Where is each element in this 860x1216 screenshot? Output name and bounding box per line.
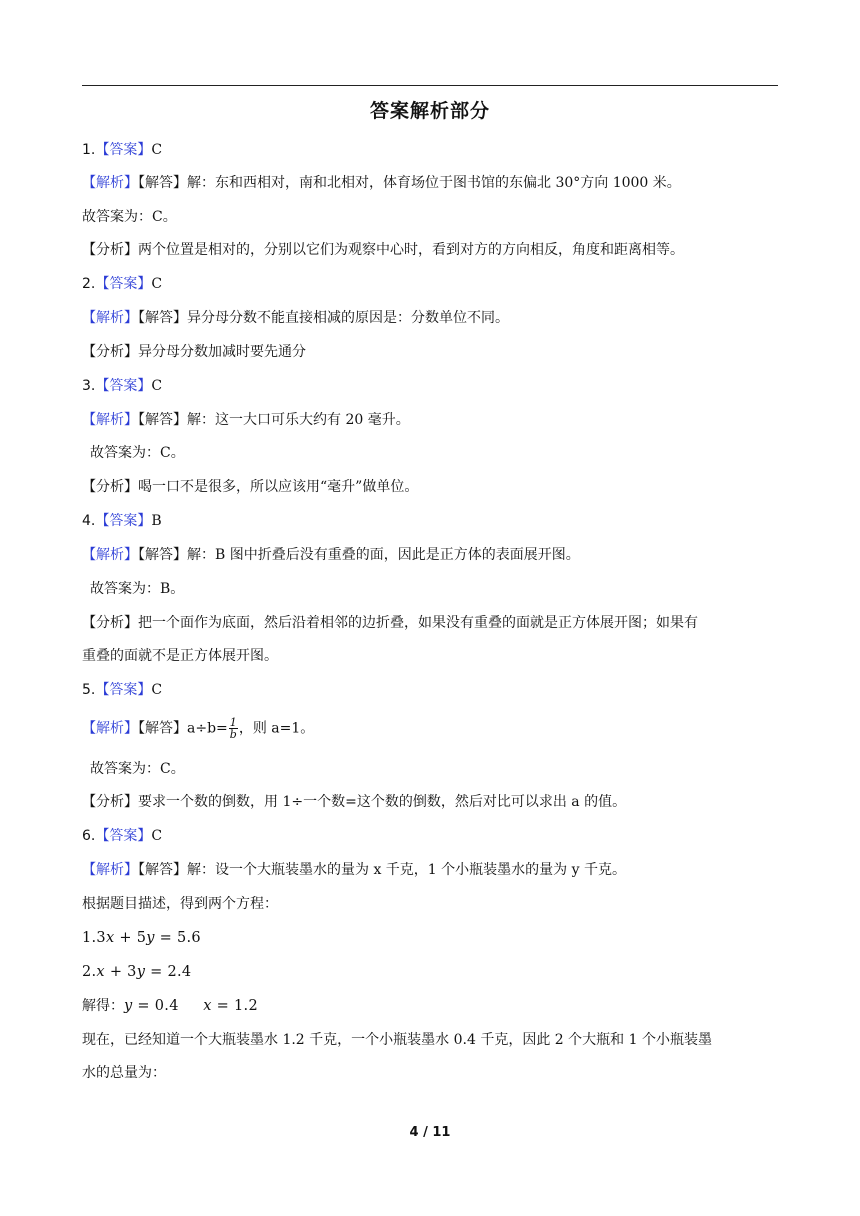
q1-answer-tag: 【答案】: [95, 142, 152, 158]
q5-conclusion: 故答案为：C。: [90, 761, 185, 777]
q3-conclusion: 故答案为：C。: [90, 445, 185, 461]
q2-solution: 【解答】异分母分数不能直接相减的原因是：分数单位不同。: [138, 310, 509, 326]
q4-answer-line: [82, 511, 782, 531]
q1-number: 1.: [82, 142, 96, 158]
q6-number: 6.: [82, 828, 96, 844]
q4-analysis-line2: 重叠的面就不是正方体展开图。: [82, 648, 278, 664]
q1-jiexi-tag: 【解析】: [82, 175, 138, 191]
q2-answer-tag: 【答案】: [95, 276, 152, 292]
q5-jiexi-tag: 【解析】: [82, 720, 138, 737]
q1-analysis: 【分析】两个位置是相对的，分别以它们为观察中心时，看到对方的方向相反，角度和距离相等。: [82, 242, 684, 258]
q5-solution-suffix: ，则 a=1。: [238, 720, 315, 737]
q6-answer-line: [82, 826, 782, 846]
q4-number: 4.: [82, 513, 96, 529]
q1-solution-line: [82, 173, 782, 193]
q5-fraction-numerator: 1: [229, 716, 237, 729]
q6-line2: 根据题目描述，得到两个方程：: [82, 896, 278, 912]
q5-answer-line: [82, 680, 782, 700]
q4-solution-line: [82, 545, 782, 565]
q2-answer: C: [151, 276, 163, 292]
q3-answer: C: [151, 378, 163, 394]
q2-answer-line: [82, 274, 782, 294]
q6-line6: 水的总量为：: [82, 1065, 166, 1081]
q5-number: 5.: [82, 682, 96, 698]
q4-jiexi-tag: 【解析】: [82, 547, 138, 563]
q1-answer-line: [82, 140, 782, 160]
q5-answer: C: [151, 682, 163, 698]
q6-equation-2: 2.𝑥 + 3𝑦 = 2.4: [82, 964, 192, 980]
q3-solution-line: [82, 410, 782, 430]
q2-analysis: 【分析】异分母分数加减时要先通分: [82, 344, 306, 360]
q5-solution-prefix: 【解答】a÷b=: [138, 720, 228, 737]
q3-answer-line: [82, 376, 782, 396]
q1-conclusion: 故答案为：C。: [82, 209, 177, 225]
page-title: 答案解析部分: [369, 100, 490, 122]
q4-analysis-line1: 【分析】把一个面作为底面，然后沿着相邻的边折叠，如果没有重叠的面就是正方体展开图；如果有: [82, 615, 698, 631]
q6-solution: 【解答】解：设一个大瓶装墨水的量为 x 千克，1 个小瓶装墨水的量为 y 千克。: [138, 862, 626, 878]
q4-answer-tag: 【答案】: [95, 513, 152, 529]
q4-conclusion: 故答案为：B。: [90, 581, 185, 597]
q3-number: 3.: [82, 378, 96, 394]
q1-solution: 【解答】解：东和西相对，南和北相对，体育场位于图书馆的东偏北 30°方向 1000 米。: [138, 175, 681, 191]
q3-analysis: 【分析】喝一口不是很多，所以应该用“毫升”做单位。: [82, 479, 419, 495]
q6-jiexi-tag: 【解析】: [82, 862, 138, 878]
page-number: 4 / 11: [409, 1125, 451, 1140]
q5-solution-line: [82, 717, 782, 740]
q4-solution: 【解答】解：B 图中折叠后没有重叠的面，因此是正方体的表面展开图。: [138, 547, 580, 563]
q6-solution-result: [82, 996, 782, 1016]
q6-equation-1: 1.3𝑥 + 5𝑦 = 5.6: [82, 930, 201, 946]
q6-solution-values: 𝑦 = 0.4 𝑥 = 1.2: [124, 998, 258, 1014]
q5-analysis: 【分析】要求一个数的倒数，用 1÷一个数=这个数的倒数，然后对比可以求出 a 的值。: [82, 794, 627, 810]
q3-solution: 【解答】解：这一大口可乐大约有 20 毫升。: [138, 412, 410, 428]
header-rule: [82, 85, 778, 86]
q6-solution-line: [82, 860, 782, 880]
q5-fraction-denominator: b: [229, 728, 237, 741]
q3-jiexi-tag: 【解析】: [82, 412, 138, 428]
q6-solution-label: 解得：: [82, 998, 124, 1014]
q2-jiexi-tag: 【解析】: [82, 310, 138, 326]
q4-answer: B: [151, 513, 162, 529]
q5-answer-tag: 【答案】: [95, 682, 152, 698]
q2-solution-line: [82, 308, 782, 328]
q6-answer-tag: 【答案】: [95, 828, 152, 844]
q3-answer-tag: 【答案】: [95, 378, 152, 394]
q6-answer: C: [151, 828, 163, 844]
q2-number: 2.: [82, 276, 96, 292]
q6-line5: 现在，已经知道一个大瓶装墨水 1.2 千克，一个小瓶装墨水 0.4 千克，因此 2 个大瓶和 1 个小瓶装墨: [82, 1032, 712, 1048]
q5-fraction: [229, 717, 238, 740]
q1-answer: C: [151, 142, 163, 158]
